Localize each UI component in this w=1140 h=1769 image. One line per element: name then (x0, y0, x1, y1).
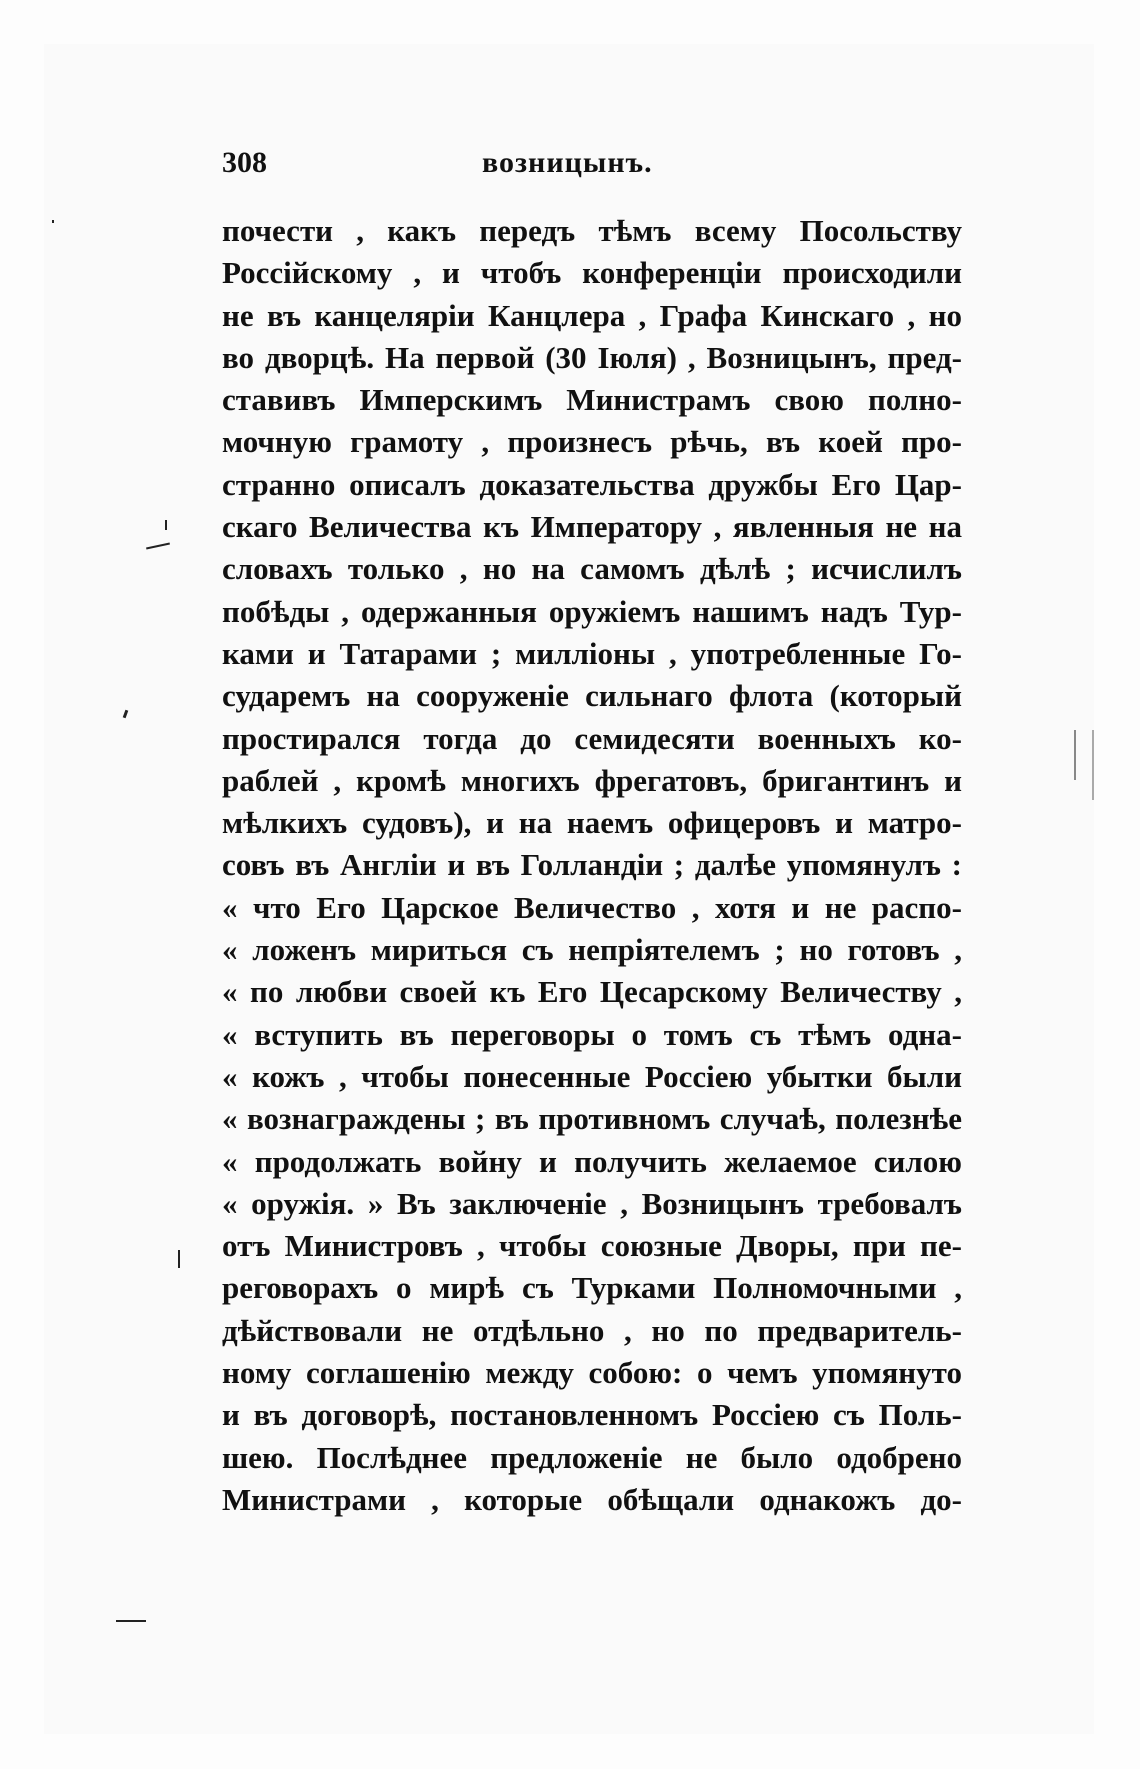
text-line: побѣды , одержанныя оружіемъ нашимъ надъ Тур- (222, 593, 962, 629)
text-line: во дворцѣ. На первой (30 Іюля) , Возницынъ, пред- (222, 339, 962, 375)
scan-mark (116, 1620, 146, 1622)
text-body (222, 210, 962, 1521)
text-line: сударемъ на сооруженіе сильнаго флота (который (222, 678, 962, 714)
text-line: мочную грамоту , произнесъ рѣчь, въ коей про- (222, 424, 962, 460)
text-line: раблей , кромѣ многихъ фрегатовъ, бригантинъ и (222, 762, 962, 798)
scan-mark (178, 1250, 180, 1268)
text-line: мѣлкихъ судовъ), и на наемъ офицеровъ и матро- (222, 805, 962, 841)
scan-mark (165, 520, 167, 530)
text-line: « ложенъ мириться съ непріятелемъ ; но готовъ , (222, 932, 962, 968)
text-line: ному соглашенію между собою: о чемъ упомянуто (222, 1355, 962, 1391)
text-line: « что Его Царское Величество , хотя и не распо- (222, 889, 962, 925)
text-line: дѣйствовали не отдѣльно , но по предваритель- (222, 1312, 962, 1348)
text-line: не въ канцеляріи Канцлера , Графа Кинскаго , но (222, 297, 962, 333)
text-line: скаго Величества къ Императору , явленныя не на (222, 509, 962, 545)
text-line: ставивъ Имперскимъ Министрамъ свою полно- (222, 382, 962, 418)
text-line: странно описалъ доказательства дружбы Его Цар- (222, 466, 962, 502)
text-line: реговорахъ о мирѣ съ Турками Полномочными , (222, 1270, 962, 1306)
text-line: « по любви своей къ Его Цесарскому Величеству , (222, 974, 962, 1010)
text-line: Россійскому , и чтобъ конференціи происходили (222, 255, 962, 291)
scan-mark (1074, 730, 1076, 780)
page-number: 308 (222, 146, 267, 179)
text-line: словахъ только , но на самомъ дѣлѣ ; исчислилъ (222, 551, 962, 587)
text-line: совъ въ Англіи и въ Голландіи ; далѣе упомянулъ : (222, 847, 962, 883)
text-line: простирался тогда до семидесяти военныхъ ко- (222, 720, 962, 756)
scan-mark (1092, 730, 1094, 800)
text-line: « продолжать войну и получить желаемое силою (222, 1143, 962, 1179)
text-line: и въ договорѣ, постановленномъ Россіею съ Поль- (222, 1397, 962, 1433)
text-line: « вознаграждены ; въ противномъ случаѣ, полезнѣе (222, 1101, 962, 1137)
running-head: возницынъ. (482, 146, 653, 179)
text-line: ками и Татарами ; милліоны , употребленные Го- (222, 635, 962, 671)
text-line: отъ Министровъ , чтобы союзные Дворы, при пе- (222, 1228, 962, 1264)
text-line: шею. Послѣднее предложеніе не было одобрено (222, 1439, 962, 1475)
scan-mark (52, 220, 54, 223)
text-line: « вступить въ переговоры о томъ съ тѣмъ одна- (222, 1016, 962, 1052)
text-line: « оружія. » Въ заключеніе , Возницынъ требовалъ (222, 1185, 962, 1221)
text-line: почести , какъ передъ тѣмъ всему Посольству (222, 213, 962, 248)
text-line: « кожъ , чтобы понесенные Россіею убытки были (222, 1058, 962, 1094)
text-line: Министрами , которые обѣщали однакожъ до- (222, 1481, 962, 1517)
page-header (222, 146, 962, 190)
